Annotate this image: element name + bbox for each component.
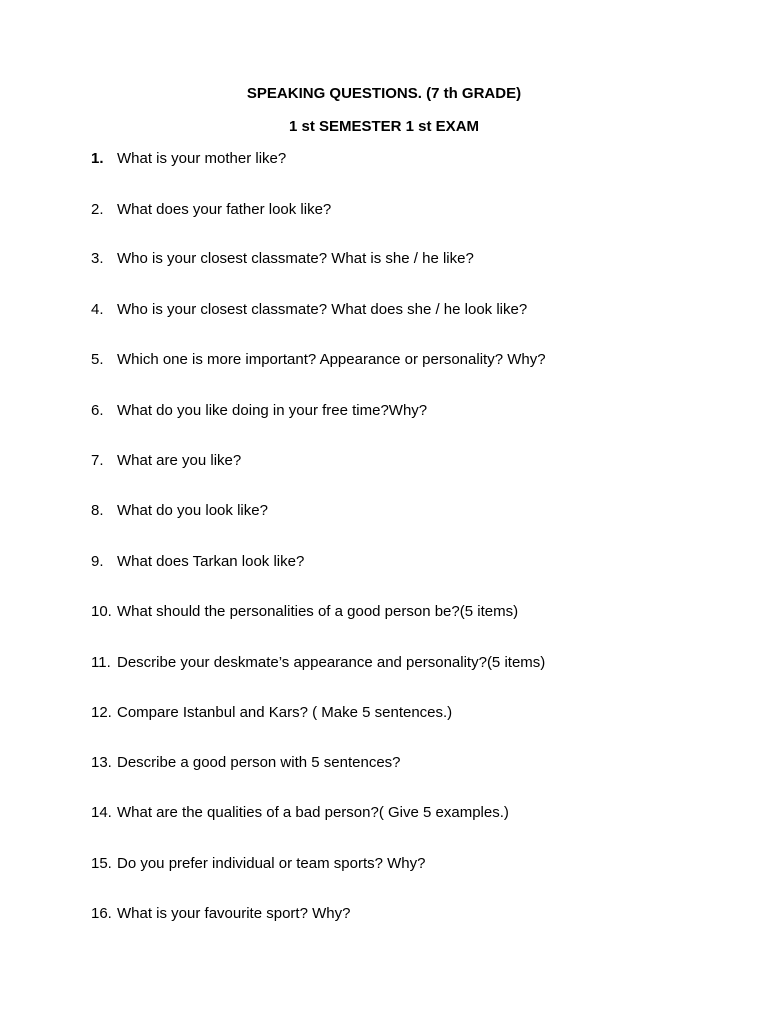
- question-number: 5.: [91, 351, 104, 368]
- question-item: [91, 452, 241, 470]
- question-item: [91, 502, 268, 520]
- question-text: What is your favourite sport? Why?: [117, 905, 351, 922]
- question-number: 6.: [91, 402, 104, 419]
- question-number: 16.: [91, 905, 112, 922]
- question-number: 14.: [91, 804, 112, 821]
- question-text: What is your mother like?: [117, 150, 287, 167]
- question-text: Do you prefer individual or team sports? Why?: [117, 855, 426, 872]
- question-item: [91, 754, 401, 772]
- question-number: 10.: [91, 603, 112, 620]
- question-text: Describe your deskmate’s appearance and personality?(5 items): [117, 654, 546, 671]
- question-item: [91, 553, 304, 571]
- question-number: 11.: [91, 654, 111, 671]
- question-item: [91, 603, 518, 621]
- question-item: [91, 150, 286, 168]
- document-title: SPEAKING QUESTIONS. (7 th GRADE): [246, 85, 522, 102]
- question-text: Who is your closest classmate? What is she / he like?: [117, 250, 474, 267]
- question-number: 4.: [91, 301, 104, 318]
- question-number: 15.: [91, 855, 112, 872]
- question-number: 9.: [91, 553, 104, 570]
- question-item: [91, 855, 425, 873]
- question-item: [91, 804, 509, 822]
- question-item: [91, 301, 527, 319]
- question-item: [91, 351, 546, 369]
- question-text: What do you look like?: [117, 502, 268, 519]
- question-number: 13.: [91, 754, 112, 771]
- question-text: What do you like doing in your free time?Why?: [117, 402, 428, 419]
- question-number: 12.: [91, 704, 112, 721]
- question-number: 7.: [91, 452, 104, 469]
- question-item: [91, 201, 331, 219]
- question-number: 3.: [91, 250, 104, 267]
- question-text: What are you like?: [117, 452, 242, 469]
- question-text: What should the personalities of a good person be?(5 items): [117, 603, 519, 620]
- question-item: [91, 654, 545, 672]
- question-text: What are the qualities of a bad person?( Give 5 examples.): [117, 804, 509, 821]
- question-text: Compare Istanbul and Kars? ( Make 5 sentences.): [117, 704, 453, 721]
- question-item: [91, 250, 474, 268]
- question-item: [91, 905, 350, 923]
- question-number: 2.: [91, 201, 104, 218]
- question-item: [91, 704, 452, 722]
- question-text: Which one is more important? Appearance or personality? Why?: [117, 351, 546, 368]
- question-text: Describe a good person with 5 sentences?: [117, 754, 401, 771]
- question-text: What does Tarkan look like?: [117, 553, 305, 570]
- question-number: 8.: [91, 502, 104, 519]
- question-item: [91, 402, 427, 420]
- question-number: 1.: [91, 150, 104, 167]
- question-text: Who is your closest classmate? What does she / he look like?: [117, 301, 528, 318]
- question-text: What does your father look like?: [117, 201, 332, 218]
- document-subtitle: 1 st SEMESTER 1 st EXAM: [288, 118, 480, 135]
